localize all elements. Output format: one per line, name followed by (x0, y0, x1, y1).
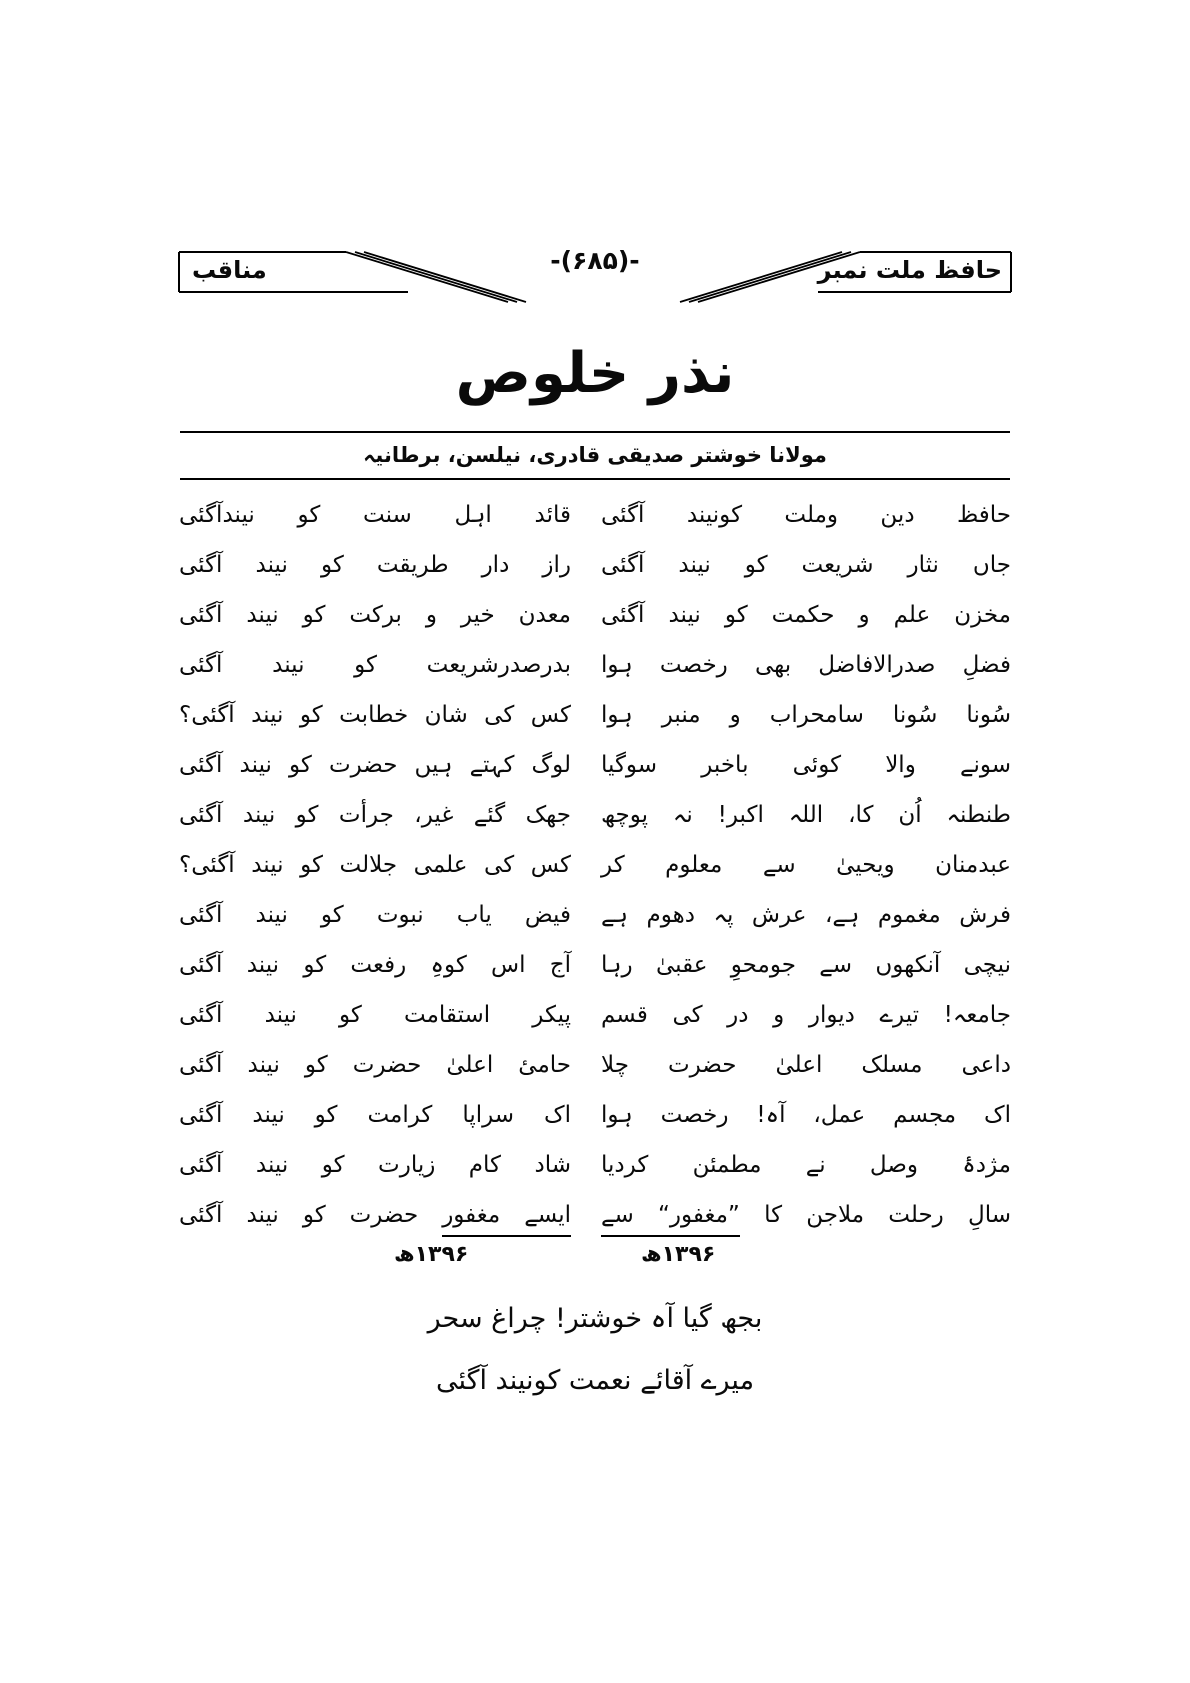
section-label: مناقب (192, 256, 267, 284)
hemistich-second: حامیٔ اعلیٰ حضرت کو نیند آگئی (179, 1052, 571, 1078)
hemistich-second: بدرصدرشریعت کو نیند آگئی (179, 652, 571, 678)
hemistich-first: عبدمنان ویحییٰ سے معلوم کر (601, 852, 1011, 878)
page-header (178, 240, 1012, 304)
verse-row (179, 590, 1011, 640)
hemistich-second: قائد اہل سنت کو نیندآگئی (179, 502, 571, 528)
verse-row (179, 1040, 1011, 1090)
hemistich-first: نیچی آنکھوں سے جومحوِ عقبیٰ رہا (601, 952, 1011, 978)
hemistich-first: سونے والا کوئی باخبر سوگیا (601, 752, 1011, 778)
divider-top (180, 431, 1010, 433)
hemistich-first: اک مجسم عمل، آہ! رخصت ہوا (601, 1102, 1011, 1128)
chronogram-years (179, 1240, 1011, 1278)
verse-row (179, 990, 1011, 1040)
chronogram-second-underlined: ایسے مغفور (442, 1202, 571, 1237)
hemistich-second: پیکر استقامت کو نیند آگئی (179, 1002, 571, 1028)
verse-list (179, 490, 1011, 1190)
verse-row (179, 1090, 1011, 1140)
hemistich-first: فضلِ صدرالافاضل بھی رخصت ہوا (601, 652, 1011, 678)
verse-row (179, 890, 1011, 940)
verse-row (179, 1140, 1011, 1190)
chronogram-year-first: ۱۳۹۶ھ (641, 1242, 716, 1267)
verse-row (179, 740, 1011, 790)
hemistich-first: جامعہ! تیرے دیوار و در کی قسم (601, 1002, 1011, 1028)
chronogram-first-underlined: ”مغفور“ سے (601, 1202, 740, 1237)
verse-row (179, 840, 1011, 890)
hemistich-second: اک سراپا کرامت کو نیند آگئی (179, 1102, 571, 1128)
divider-bottom (180, 478, 1010, 480)
verse-row-chronogram (179, 1190, 1011, 1240)
hemistich-first: مژدۂ وصل نے مطمئن کردیا (601, 1152, 1011, 1178)
header-ornament-left-diagonals (346, 252, 526, 302)
poem-title: نذر خلوص (455, 341, 735, 406)
closing-couplet-line-2: میرے آقائے نعمت کونیند آگئی (435, 1365, 755, 1396)
hemistich-second: جھک گئے غیر، جرأت کو نیند آگئی (179, 802, 571, 828)
verse-row (179, 640, 1011, 690)
verse-row (179, 490, 1011, 540)
hemistich-first: حافظ دین وملت کونیند آگئی (601, 502, 1011, 528)
poet-byline: مولانا خوشتر صدیقی قادری، نیلسن، برطانیہ (363, 443, 827, 467)
hemistich-second (179, 1190, 571, 1240)
hemistich-first: مخزن علم و حکمت کو نیند آگئی (601, 602, 1011, 628)
chronogram-first-plain: سالِ رحلت ملاجن کا (764, 1202, 1011, 1228)
hemistich-first: طنطنہ اُن کا، اللہ اکبر! نہ پوچھ (601, 802, 1011, 828)
closing-couplet-line-1: بجھ گیا آہ خوشتر! چراغ سحر (427, 1303, 763, 1334)
verse-row (179, 940, 1011, 990)
hemistich-second: راز دار طریقت کو نیند آگئی (179, 552, 571, 578)
hemistich-first (601, 1190, 1011, 1240)
closing-couplet (0, 1288, 1190, 1412)
hemistich-second: معدن خیر و برکت کو نیند آگئی (179, 602, 571, 628)
hemistich-second: لوگ کہتے ہیں حضرت کو نیند آگئی (179, 752, 571, 778)
hemistich-first: سُونا سُونا سامحراب و منبر ہوا (601, 702, 1011, 728)
hemistich-first: فرش مغموم ہے، عرش پہ دھوم ہے (601, 902, 1011, 928)
verse-row (179, 540, 1011, 590)
hemistich-first: جاں نثار شریعت کو نیند آگئی (601, 552, 1011, 578)
hemistich-second: کس کی شان خطابت کو نیند آگئی؟ (179, 702, 571, 728)
verse-row (179, 790, 1011, 840)
hemistich-second: شاد کام زیارت کو نیند آگئی (179, 1152, 571, 1178)
poem-body (179, 490, 1011, 1278)
page-number: -(۶۸۵)- (550, 246, 640, 275)
verse-row (179, 690, 1011, 740)
hemistich-first: داعی مسلک اعلیٰ حضرت چلا (601, 1052, 1011, 1078)
hemistich-second: فیض یاب نبوت کو نیند آگئی (179, 902, 571, 928)
edition-label: حافظ ملت نمبر (817, 256, 1002, 284)
chronogram-second-plain: حضرت کو نیند آگئی (179, 1202, 419, 1228)
chronogram-year-second: ۱۳۹۶ھ (394, 1242, 469, 1267)
hemistich-second: آج اس کوہِ رفعت کو نیند آگئی (179, 952, 571, 978)
hemistich-second: کس کی علمی جلالت کو نیند آگئی؟ (179, 852, 571, 878)
